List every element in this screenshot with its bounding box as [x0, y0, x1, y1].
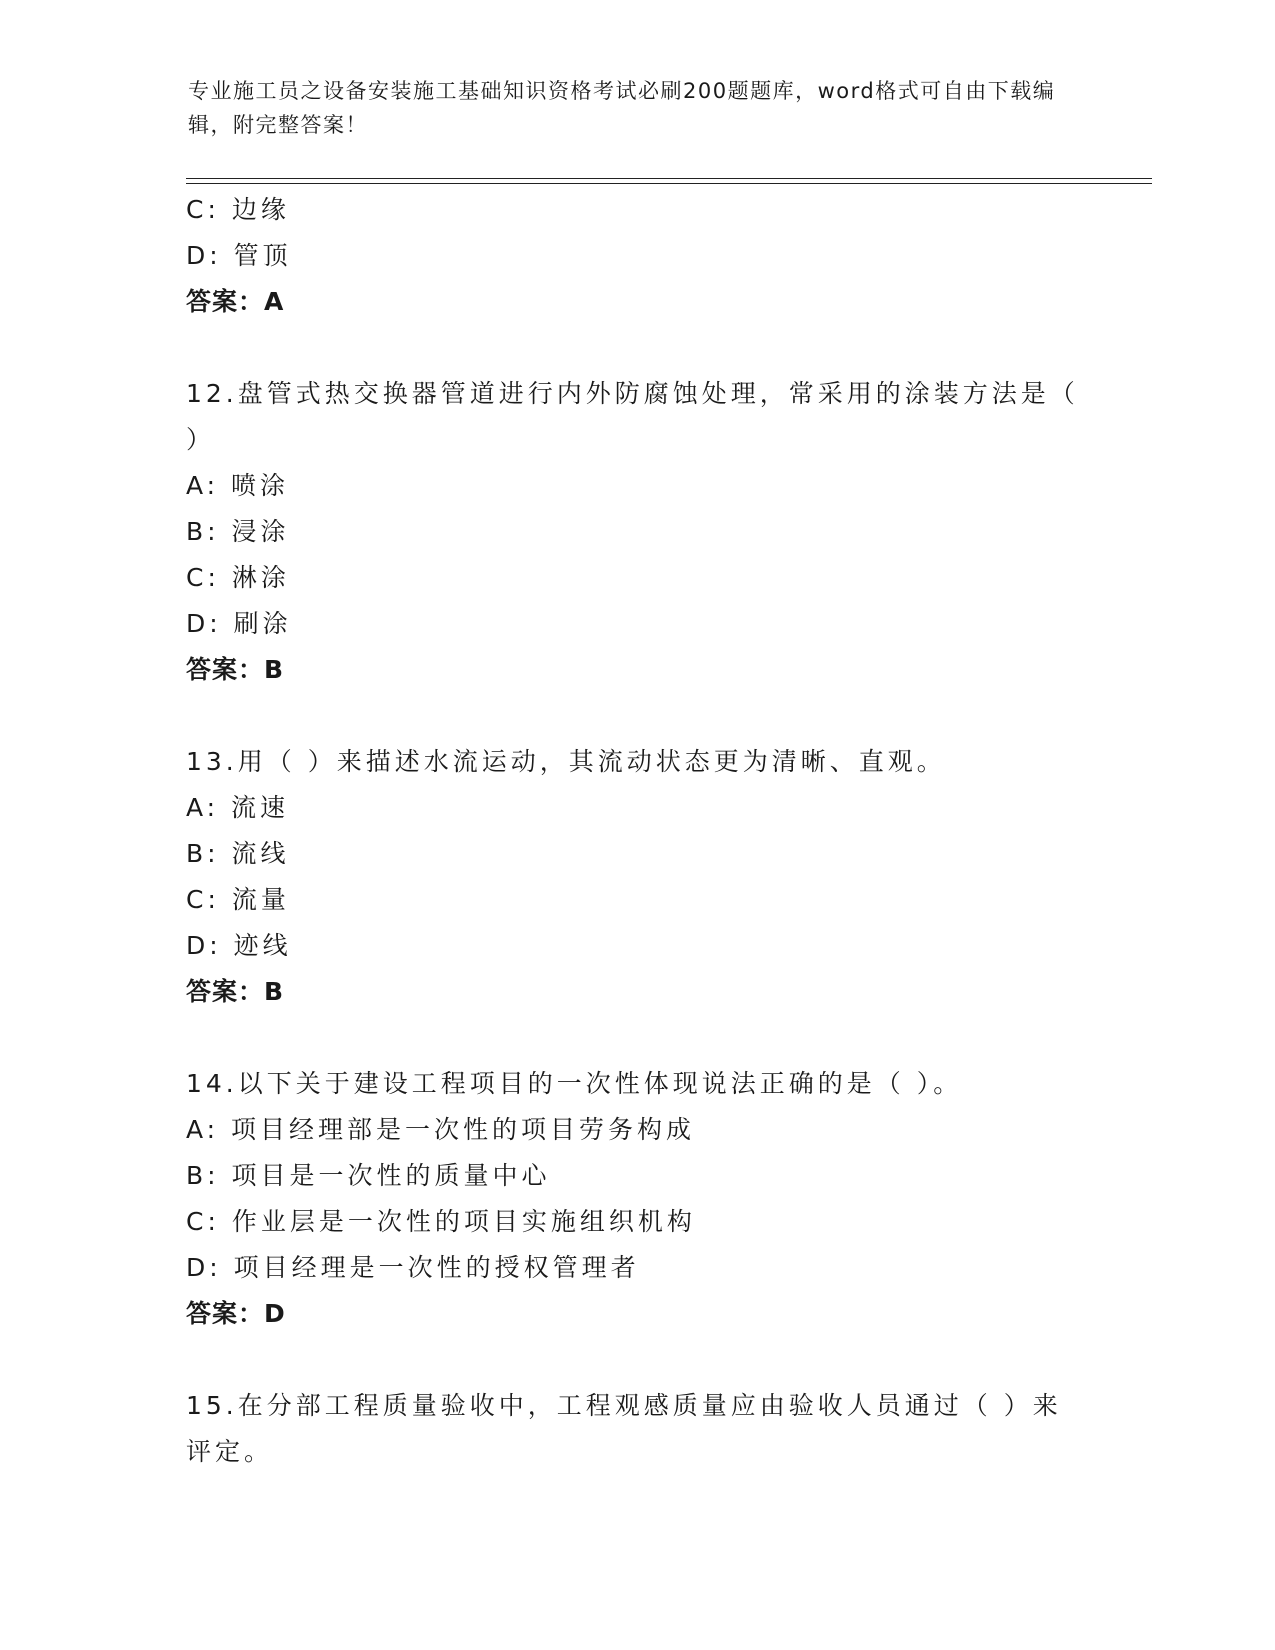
option-c: C: 流量	[186, 885, 290, 914]
option-d: D: 迹线	[186, 931, 292, 960]
question-stem: 13.用（ ）来描述水流运动，其流动状态更为清晰、直观。	[186, 747, 946, 776]
header-rule-bottom	[186, 183, 1152, 184]
option-c: C: 作业层是一次性的项目实施组织机构	[186, 1207, 696, 1236]
question-stem-continued: ）	[186, 425, 216, 454]
option-b: B: 流线	[186, 839, 290, 868]
question-13	[186, 739, 1086, 1015]
spacer	[186, 693, 1086, 739]
question-stem: 12.盘管式热交换器管道进行内外防腐蚀处理，常采用的涂装方法是（	[186, 379, 1079, 408]
question-stem: 14.以下关于建设工程项目的一次性体现说法正确的是（ ）。	[186, 1069, 963, 1098]
spacer	[186, 325, 1086, 371]
question-12	[186, 371, 1086, 693]
option-a: A: 喷涂	[186, 471, 290, 500]
question-stem: 15.在分部工程质量验收中，工程观感质量应由验收人员通过（ ）来	[186, 1391, 1062, 1420]
option-d: D: 刷涂	[186, 609, 292, 638]
option-a: A: 项目经理部是一次性的项目劳务构成	[186, 1115, 696, 1144]
document-header: 专业施工员之设备安装施工基础知识资格考试必刷200题题库，word格式可自由下载编辑，附完整答案！	[188, 79, 1056, 137]
spacer	[186, 1337, 1086, 1383]
header-rule-top	[186, 178, 1152, 179]
option-b: B: 项目是一次性的质量中心	[186, 1161, 551, 1190]
question-15	[186, 1383, 1086, 1475]
answer-label: 答案：D	[186, 1299, 286, 1328]
option-d: D: 管顶	[186, 241, 292, 270]
option-b: B: 浸涂	[186, 517, 290, 546]
option-a: A: 流速	[186, 793, 290, 822]
answer-label: 答案：B	[186, 977, 285, 1006]
spacer	[186, 1015, 1086, 1061]
answer-label: 答案：A	[186, 287, 285, 316]
question-11	[186, 187, 1086, 325]
option-d: D: 项目经理是一次性的授权管理者	[186, 1253, 640, 1282]
question-list	[186, 187, 1086, 1475]
question-stem-continued: 评定。	[186, 1437, 274, 1466]
answer-label: 答案：B	[186, 655, 285, 684]
option-c: C: 边缘	[186, 195, 290, 224]
question-14	[186, 1061, 1086, 1337]
option-c: C: 淋涂	[186, 563, 290, 592]
